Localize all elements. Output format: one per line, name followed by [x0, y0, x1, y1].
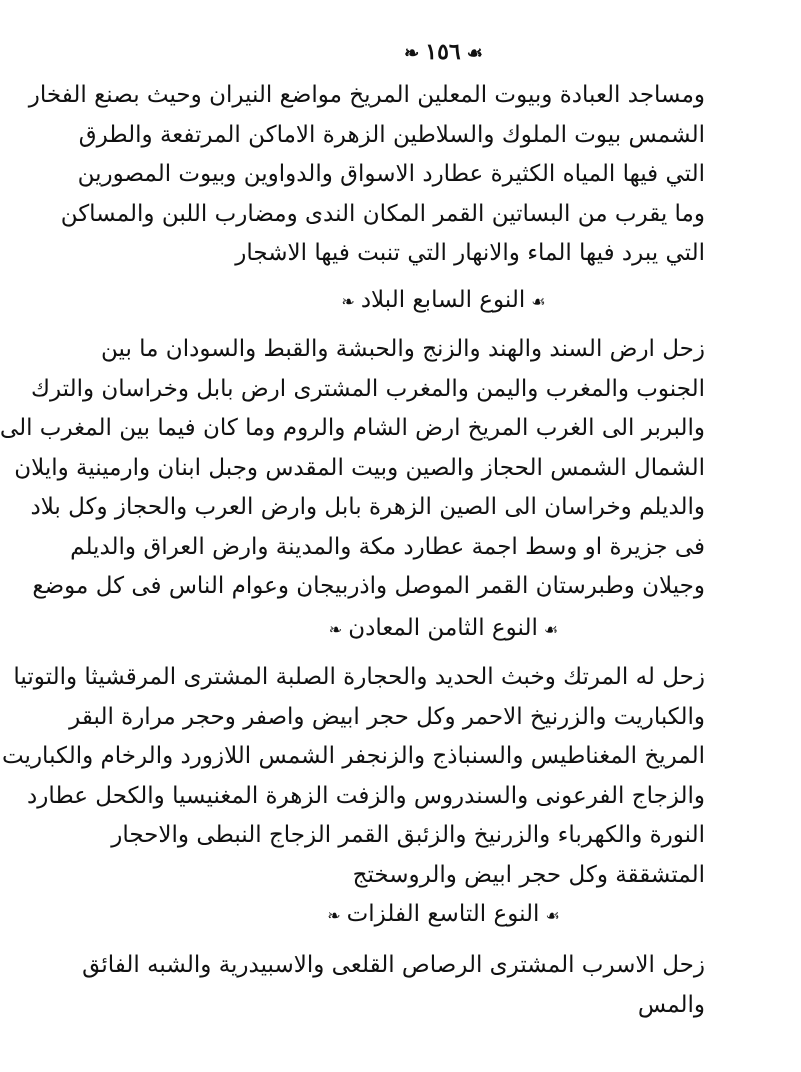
ornament-right-icon: ☙: [545, 906, 560, 925]
ornament-right-icon: ☙: [543, 620, 559, 639]
text-line: زحل الاسرب المشترى الرصاص القلعى والاسبيدرية والشبه الفائق: [82, 952, 705, 978]
section-7-paragraph: [0, 330, 705, 607]
text-line: ومساجد العبادة وبيوت المعلين المريخ مواضع النيران وحيث بصنع الفخار: [28, 82, 705, 108]
text-line: المتشققة وكل حجر ابيض والروسختج: [352, 861, 705, 888]
text-line: المريخ المغناطيس والسنباذج والزنجفر الشمس اللازورد والرخام والكباريت: [1, 743, 705, 769]
text-line: زحل له المرتك وخبث الحديد والحجارة الصلبة المشترى المرقشيثا والتوتيا: [13, 664, 705, 690]
text-line: والزجاج الفرعونى والسندروس والزفت الزهرة المغنيسيا والكحل عطارد: [27, 782, 705, 809]
section-heading-9: [86, 896, 801, 934]
section-heading-8: [86, 610, 801, 648]
text-line: الشمال الشمس الحجاز والصين وبيت المقدس وجبل ابنان وارمينية وايلان: [14, 454, 705, 481]
text-line: الشمس بيوت الملوك والسلاطين الزهرة الاماكن المرتفعة والطرق: [78, 121, 705, 148]
text-line: زحل ارض السند والهند والزنج والحبشة والقبط والسودان ما بين: [101, 336, 705, 362]
text-line: وجيلان وطبرستان القمر الموصل واذربيجان وعوام الناس فى كل موضع: [32, 573, 705, 599]
ornament-right-icon: ☙: [531, 292, 546, 311]
text-line: وما يقرب من البساتين القمر المكان الندى ومضارب اللبن والمساكن: [60, 200, 705, 227]
ornament-left-icon: ❧: [327, 906, 341, 925]
ornament-left-icon: ❧: [404, 43, 420, 64]
text-line: والديلم وخراسان الى الصين الزهرة بابل وارض العرب والحجاز وكل بلاد: [30, 494, 705, 520]
ornament-right-icon: ☙: [466, 43, 483, 64]
ornament-left-icon: ❧: [341, 292, 355, 311]
page-number-text: ١٥٦: [425, 39, 461, 65]
text-line: التي فيها المياه الكثيرة عطارد الاسواق والدواوين وبيوت المصورين: [77, 161, 705, 187]
text-line: فى جزيرة او وسط اجمة عطارد مكة والمدينة وارض العراق والديلم: [70, 533, 705, 560]
page-number: [86, 36, 801, 70]
text-line: والمس: [637, 991, 705, 1018]
section-8-paragraph: [1, 658, 705, 895]
intro-paragraph: [28, 76, 705, 274]
text-line: التي يبرد فيها الماء والانهار التي تنبت فيها الاشجار: [235, 240, 705, 266]
text-line: والكباريت والزرنيخ الاحمر وكل حجر ابيض واصفر وحجر مرارة البقر: [69, 703, 705, 730]
text-line: والبربر الى الغرب المريخ ارض الشام والروم وما كان فيما بين المغرب الى: [0, 415, 705, 441]
section-heading-text: النوع التاسع الفلزات: [346, 901, 540, 927]
section-heading-text: النوع السابع البلاد: [360, 287, 526, 313]
section-heading-7: [86, 282, 801, 320]
ornament-left-icon: ❧: [328, 620, 343, 639]
section-9-paragraph: [82, 946, 705, 1025]
text-line: الجنوب والمغرب واليمن والمغرب المشترى ارض بابل وخراسان والترك: [31, 375, 705, 402]
text-line: النورة والكهرباء والزرنيخ والزئبق القمر الزجاج النبطى والاحجار: [111, 822, 705, 848]
section-heading-text: النوع الثامن المعادن: [348, 615, 538, 641]
